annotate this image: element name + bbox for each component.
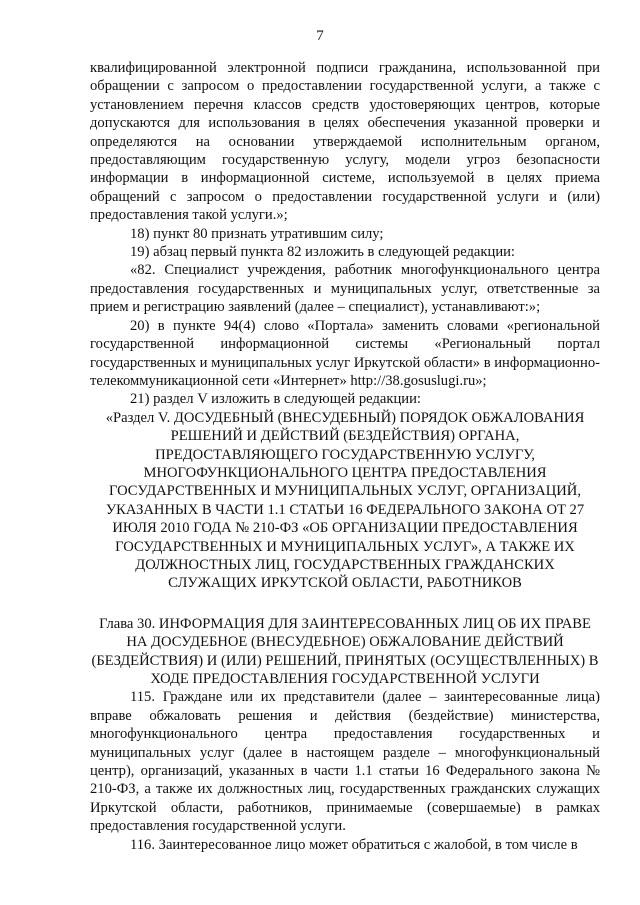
paragraph-item-18: 18) пункт 80 признать утратившим силу; — [130, 225, 384, 242]
paragraph-item-116: 116. Заинтересованное лицо может обратиться с жалобой, в том числе в — [130, 836, 578, 853]
page-number: 7 — [316, 28, 324, 44]
section-title: «Раздел V. ДОСУДЕБНЫЙ (ВНЕСУДЕБНЫЙ) ПОРЯДОК ОБЖАЛОВАНИЯ РЕШЕНИЙ И ДЕЙСТВИЙ (БЕЗДЕЙСТВИЯ) ОРГАНА, ПРЕДОСТАВЛЯЮЩЕГО ГОСУДАРСТВЕННУЮ УСЛУГУ, МНОГОФУНКЦИОНАЛЬНОГО ЦЕНТРА ПРЕДОСТАВЛЕНИЯ ГОСУДАРСТВЕННЫХ И МУНИЦИПАЛЬНЫХ УСЛУГ, ОРГАНИЗАЦИЙ, УКАЗАННЫХ В ЧАСТИ 1.1 СТАТЬИ 16 ФЕДЕРАЛЬНОГО ЗАКОНА ОТ 27 ИЮЛЯ 2010 ГОДА № 210-ФЗ «ОБ ОРГАНИЗАЦИИ ПРЕДОСТАВЛЕНИЯ ГОСУДАРСТВЕННЫХ И МУНИЦИПАЛЬНЫХ УСЛУГ», А ТАКЖЕ ИХ ДОЛЖНОСТНЫХ ЛИЦ, ГОСУДАРСТВЕННЫХ ГРАЖДАНСКИХ СЛУЖАЩИХ ИРКУТСКОЙ ОБЛАСТИ, РАБОТНИКОВ — [105, 409, 585, 592]
chapter-title: Глава 30. ИНФОРМАЦИЯ ДЛЯ ЗАИНТЕРЕСОВАННЫХ ЛИЦ ОБ ИХ ПРАВЕ НА ДОСУДЕБНОЕ (ВНЕСУДЕБНОЕ) ОБЖАЛОВАНИЕ ДЕЙСТВИЙ (БЕЗДЕЙСТВИЯ) И (ИЛИ) РЕШЕНИЙ, ПРИНЯТЫХ (ОСУЩЕСТВЛЕННЫХ) В ХОДЕ ПРЕДОСТАВЛЕНИЯ ГОСУДАРСТВЕННОЙ УСЛУГИ — [91, 615, 599, 687]
paragraph-item-20: 20) в пункте 94(4) слово «Портала» заменить словами «региональной государственной информационной системы «Региональный портал государственных и муниципальных услуг Иркутской области» в информационно-телекоммуникационной сети «Интернет» http://38.gosuslugi.ru»; — [90, 317, 600, 389]
paragraph-item-19: 19) абзац первый пункта 82 изложить в следующей редакции: — [130, 244, 515, 261]
paragraph-item-115: 115. Граждане или их представители (далее – заинтересованные лица) вправе обжаловать решения и действия (бездействие) министерства, многофункционального центра предоставления государственных и муниципальных услуг (далее в настоящем разделе – многофункциональный центр), организаций, указанных в части 1.1 статьи 16 Федерального закона № 210-ФЗ, а также их должностных лиц, государственных гражданских служащих Иркутской области, работников, принимаемые (совершаемые) в рамках предоставления государственной услуги. — [90, 689, 600, 835]
paragraph-continuation: квалифицированной электронной подписи гражданина, использованной при обращении с запросом о предоставлении государственной услуги, а также с установлением перечня классов средств удостоверяющих центров, которые допускаются для использования в целях обеспечения указанной проверки и определяются на основании утверждаемой исполнительным органом, предоставляющим государственную услугу, модели угроз безопасности информации в информационной системе, используемой в целях приема обращений с запросом о предоставлении государственной услуги и (или) предоставления такой услуги.»; — [90, 60, 600, 224]
paragraph-quote-82: «82. Специалист учреждения, работник многофункционального центра предоставления государственных и муниципальных услуг, ответственные за прием и регистрацию заявлений (далее – специалист), устанавливают:»; — [90, 262, 600, 316]
document-body — [90, 59, 600, 854]
paragraph-item-21: 21) раздел V изложить в следующей редакции: — [130, 391, 421, 408]
